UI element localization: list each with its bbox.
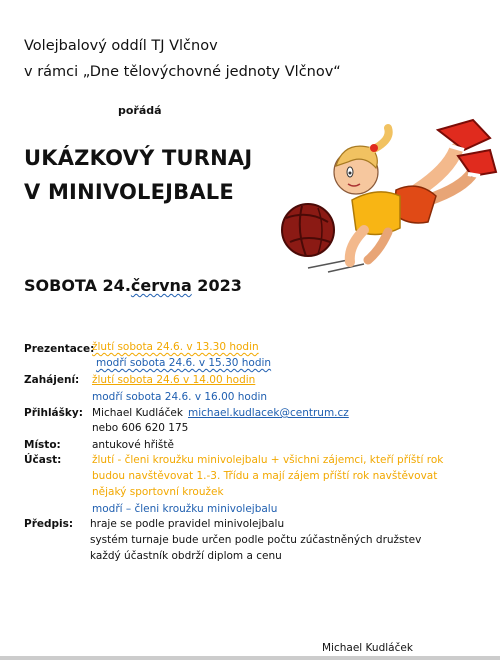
zahajeni-blue: modří sobota 24.6. v 16.00 hodin <box>92 391 268 403</box>
event-date <box>24 276 242 295</box>
prezentace-label: Prezentace: <box>24 343 95 355</box>
signature: Michael Kudláček <box>322 642 413 654</box>
misto-label: Místo: <box>24 439 61 451</box>
ucast-yellow-1: žlutí - členi kroužku minivolejbalu + všichni zájemci, kteří příští rok <box>92 454 444 466</box>
misto-value: antukové hřiště <box>92 439 174 451</box>
prezentace-blue: modří sobota 24.6. v 15.30 hodin <box>96 357 272 369</box>
date-month: června <box>130 276 192 295</box>
zahajeni-label: Zahájení: <box>24 374 80 386</box>
ucast-label: Účast: <box>24 454 62 466</box>
prezentace-yellow: žlutí sobota 24.6. v 13.30 hodin <box>92 341 259 353</box>
title-line-1: UKÁZKOVÝ TURNAJ <box>24 146 253 170</box>
porada-label: pořádá <box>118 104 162 117</box>
zahajeni-yellow: žlutí sobota 24.6 v 14.00 hodin <box>92 374 256 386</box>
event-context-line: v rámci „Dne tělovýchovné jednoty Vlčnov“ <box>24 64 341 80</box>
date-year: 2023 <box>191 276 242 295</box>
volleyball-icon <box>282 204 334 256</box>
predpis-line-2: systém turnaje bude určen podle počtu zúčastněných družstev <box>90 534 422 546</box>
girl-volleyball-player-icon <box>268 110 500 280</box>
title-line-2: V MINIVOLEJBALE <box>24 180 234 204</box>
date-prefix: SOBOTA 24. <box>24 276 131 295</box>
predpis-label: Předpis: <box>24 518 74 530</box>
ucast-yellow-3: nějaký sportovní kroužek <box>92 486 224 498</box>
contact-email-link[interactable]: michael.kudlacek@centrum.cz <box>188 407 349 419</box>
prihlasky-label: Přihlášky: <box>24 407 83 419</box>
prihlasky-phone: nebo 606 620 175 <box>92 422 189 434</box>
ucast-blue: modří – členi kroužku minivolejbalu <box>92 503 278 515</box>
ucast-yellow-2: budou navštěvovat 1.-3. Třídu a mají zájem příští rok navštěvovat <box>92 470 438 482</box>
organizer-line: Volejbalový oddíl TJ Vlčnov <box>24 38 218 54</box>
prihlasky-name: Michael Kudláček <box>92 407 183 419</box>
predpis-line-3: každý účastník obdrží diplom a cenu <box>90 550 282 562</box>
page-bottom-edge <box>0 656 500 660</box>
predpis-line-1: hraje se podle pravidel minivolejbalu <box>90 518 285 530</box>
